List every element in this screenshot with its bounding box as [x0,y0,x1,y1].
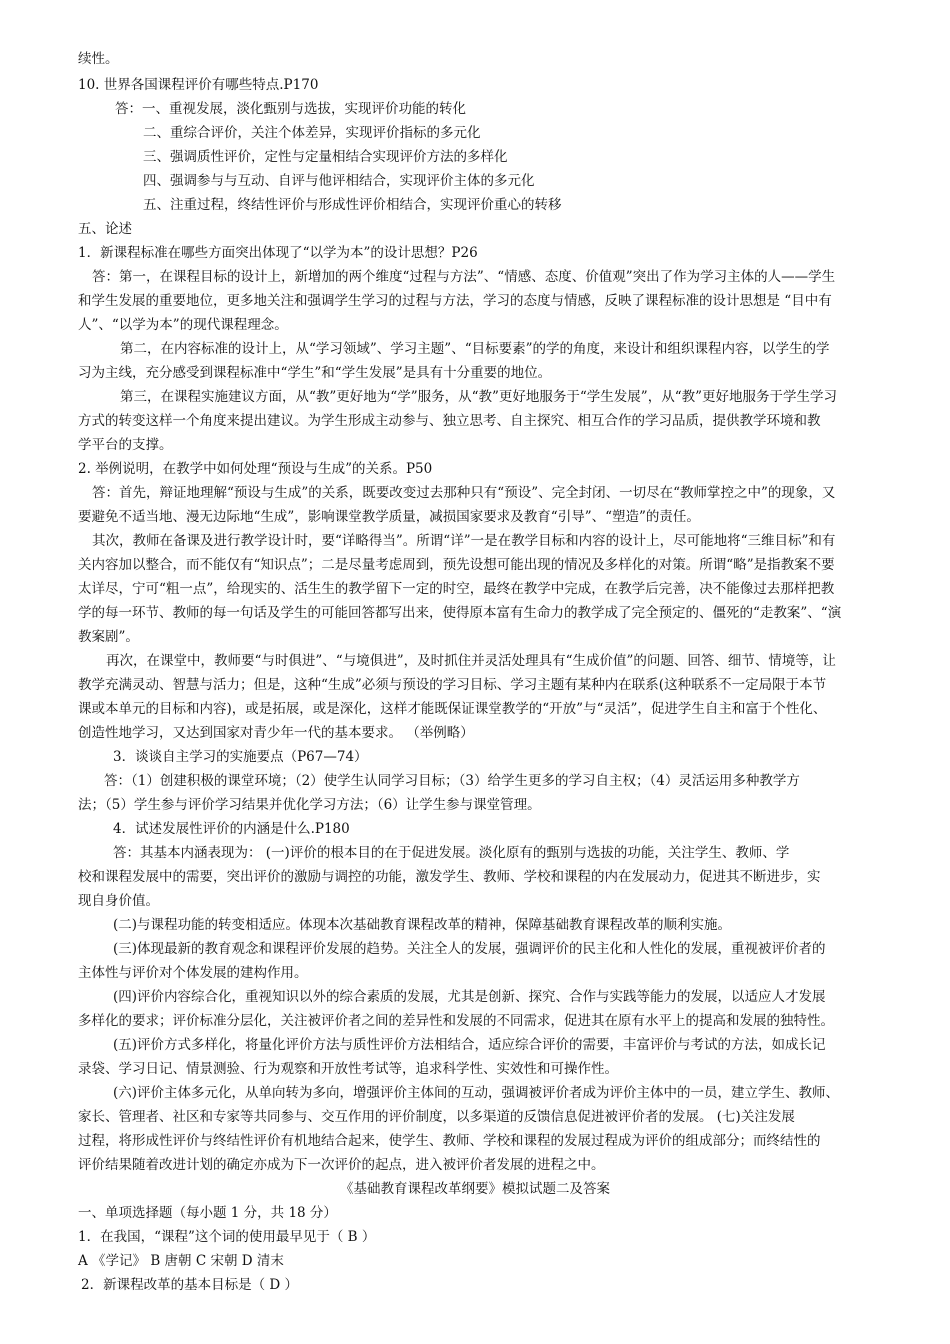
paragraph-line: 第二，在内容标准的设计上，从“学习领域”、学习主题”、“目标要素”的学的角度，来设计和组织课程内容，以学生的学 [120,341,830,357]
question-heading: 4．试述发展性评价的内涵是什么.P180 [113,821,350,837]
section-heading: 一、单项选择题（每小题 1 分，共 18 分） [78,1205,337,1221]
paragraph-line: 现自身价值。 [78,893,159,909]
paragraph-line: (二)与课程功能的转变相适应。体现本次基础教育课程改革的精神，保障基础教育课程改革的顺利实施。 [113,917,732,933]
paragraph-line: (五)评价方式多样化，将量化评价方法与质性评价方法相结合，适应综合评价的需要，丰富评价与考试的方法，如成长记 [113,1037,826,1053]
paragraph-line: 学的每一环节、教师的每一句话及学生的可能回答都写出来，使得原本富有生命力的教学成了完全预定的、僵死的“走教案”、“演 [78,605,842,621]
paragraph-line: 评价结果随着改进计划的确定亦成为下一次评价的起点，进入被评价者发展的进程之中。 [78,1157,605,1173]
paragraph-line: 课或本单元的目标和内容)，或是拓展，或是深化，这样才能既保证课堂教学的“开放”与“灵活”，促进学生自主和富于个性化、 [78,701,827,717]
paragraph-line: 关内容加以整合，而不能仅有“知识点”；二是尽量考虑周到，预先设想可能出现的情况及多样化的对策。所谓“略”是指教案不要 [78,557,835,573]
paragraph-line: 第三，在课程实施建议方面，从“教”更好地为“学”服务，从“教”更好地服务于“学生发展”，从“教”更好地服务于学生学习 [120,389,838,405]
paragraph-line: 主体性与评价对个体发展的建构作用。 [78,965,308,981]
paragraph-line: 答：其基本内涵表现为： (一)评价的根本目的在于促进发展。淡化原有的甄别与选拔的功能，关注学生、教师、学 [113,845,790,861]
paragraph-line: 学平台的支撑。 [78,437,173,453]
question-heading: 2. 举例说明，在教学中如何处理“预设与生成”的关系。P50 [78,461,433,477]
paragraph-line: 答：（1）创建积极的课堂环境；（2）使学生认同学习目标；（3）给学生更多的学习自主权；（4）灵活运用多种教学方 [104,773,800,789]
section-heading: 五、论述 [78,221,132,237]
paragraph-line: 太详尽，宁可“粗一点”，给现实的、活生生的教学留下一定的时空，最终在教学中完成，在教学后完善，决不能像过去那样把教 [78,581,835,597]
answer-line: 三、强调质性评价，定性与定量相结合实现评价方法的多样化 [143,149,508,165]
paragraph-line: (四)评价内容综合化，重视知识以外的综合素质的发展，尤其是创新、探究、合作与实践等能力的发展，以适应人才发展 [113,989,826,1005]
question-heading: 10. 世界各国课程评价有哪些特点.P170 [78,77,319,93]
paragraph-line: 创造性地学习，又达到国家对青少年一代的基本要求。 （举例略） [78,725,474,741]
paragraph-line: 习为主线，充分感受到课程标准中“学生”和“学生发展”是具有十分重要的地位。 [78,365,552,381]
answer-line: 四、强调参与与互动、自评与他评相结合，实现评价主体的多元化 [143,173,535,189]
paragraph-line: 答：首先，辩证地理解“预设与生成”的关系，既要改变过去那种只有“预设”、完全封闭、一切尽在“教师掌控之中”的现象，又 [92,485,836,501]
paragraph-line: 方式的转变这样一个角度来提出建议。为学生形成主动参与、独立思考、自主探究、相互合作的学习品质，提供教学环境和教 [78,413,821,429]
paragraph-line: 多样化的要求；评价标准分层化，关注被评价者之间的差异性和发展的不同需求，促进其在原有水平上的提高和发展的独特性。 [78,1013,834,1029]
paragraph-line: 家长、管理者、社区和专家等共同参与、交互作用的评价制度，以多渠道的反馈信息促进被评价者的发展。 (七)关注发展 [78,1109,795,1125]
paragraph-line: 法；（5）学生参与评价学习结果并优化学习方法；（6）让学生参与课堂管理。 [78,797,541,813]
paragraph-line: 其次，教师在备课及进行教学设计时，要“详略得当”。所谓“详”一是在教学目标和内容的设计上，尽可能地将“三维目标”和有 [92,533,836,549]
paragraph-line: 校和课程发展中的需要，突出评价的激励与调控的功能，激发学生、教师、学校和课程的内在发展动力，促进其不断进步，实 [78,869,821,885]
answer-options: A 《学记》 B 唐朝 C 宋朝 D 清末 [78,1253,284,1269]
exam-title: 《基础教育课程改革纲要》模拟试题二及答案 [340,1181,610,1197]
paragraph-line: 教案剧”。 [78,629,139,645]
paragraph-line: 和学生发展的重要地位，更多地关注和强调学生学习的过程与方法，学习的态度与情感，反映了课程标准的设计思想是 “目中有 [78,293,832,309]
paragraph-line: 教学充满灵动、智慧与活力；但是，这种“生成”必须与预设的学习目标、学习主题有某种内在联系(这种联系不一定局限于本节 [78,677,827,693]
question-heading: 3．谈谈自主学习的实施要点（P67—74） [113,749,368,765]
paragraph-line: 要避免不适当地、漫无边际地“生成”，影响课堂教学质量，减损国家要求及教育“引导”、“塑造”的责任。 [78,509,700,525]
answer-line: 二、重综合评价，关注个体差异，实现评价指标的多元化 [143,125,481,141]
question-item: 1．在我国，“课程”这个词的使用最早见于（ B ） [78,1229,376,1245]
question-item: 2．新课程改革的基本目标是（ D ） [81,1277,298,1293]
answer-line: 答：一、重视发展，淡化甄别与选拔，实现评价功能的转化 [115,101,466,117]
paragraph-line: 录袋、学习日记、情景测验、行为观察和开放性考试等，追求科学性、实效性和可操作性。 [78,1061,618,1077]
paragraph-line: (三)体现最新的教育观念和课程评价发展的趋势。关注全人的发展，强调评价的民主化和人性化的发展，重视被评价者的 [113,941,826,957]
answer-line: 五、注重过程，终结性评价与形成性评价相结合，实现评价重心的转移 [143,197,562,213]
text-line: 续性。 [78,51,119,67]
paragraph-line: (六)评价主体多元化，从单向转为多向，增强评价主体间的互动，强调被评价者成为评价主体中的一员，建立学生、教师、 [113,1085,840,1101]
paragraph-line: 答：第一，在课程目标的设计上，新增加的两个维度“过程与方法”、“情感、态度、价值观”突出了作为学习主体的人——学生 [92,269,836,285]
question-heading: 1．新课程标准在哪些方面突出体现了“以学为本”的设计思想？P26 [78,245,478,261]
paragraph-line: 再次，在课堂中，教师要“与时俱进”、“与境俱进”，及时抓住并灵活处理具有“生成价值”的问题、回答、细节、情境等，让 [106,653,836,669]
paragraph-line: 过程，将形成性评价与终结性评价有机地结合起来，使学生、教师、学校和课程的发展过程成为评价的组成部分；而终结性的 [78,1133,821,1149]
paragraph-line: 人”、“以学为本”的现代课程理念。 [78,317,288,333]
